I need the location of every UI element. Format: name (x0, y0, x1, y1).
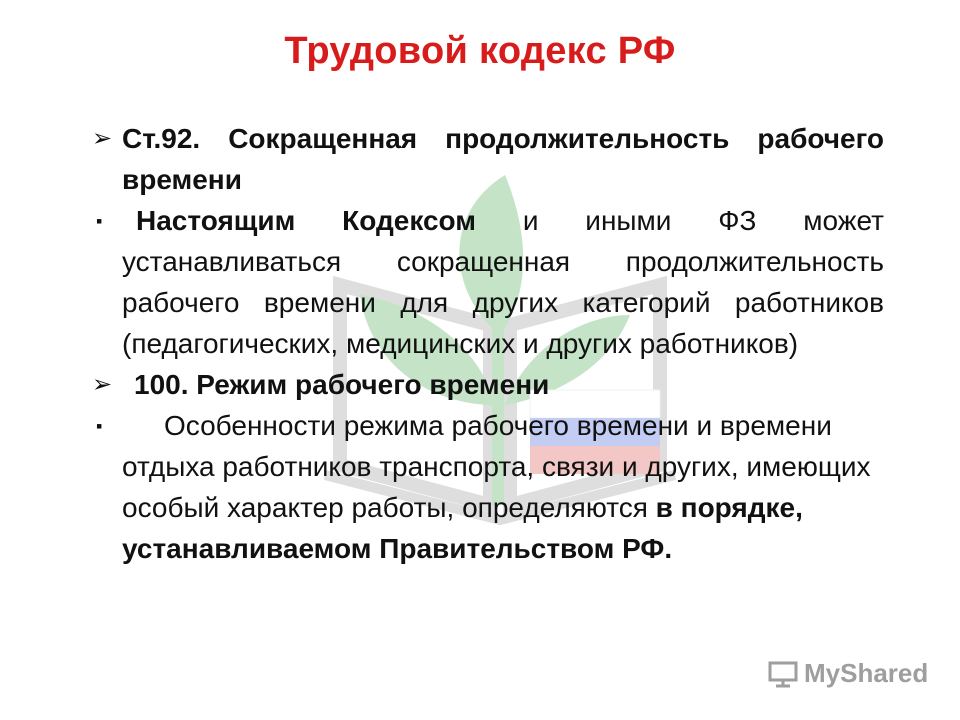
myshared-logo (768, 658, 928, 689)
article-92-bullet-text: и иными ФЗ может устанавливаться сокращенная продолжительность рабочего времени для других категорий работников (педагогических, медицинских и других работников) (122, 205, 884, 359)
presentation-board-icon (768, 660, 798, 688)
article-92-heading (88, 118, 884, 200)
logo-text: MyShared (804, 658, 929, 688)
article-92-bullet (88, 200, 884, 364)
article-100-heading (88, 364, 884, 405)
square-bullet-icon: ▪ (96, 416, 103, 436)
square-bullet-icon: ▪ (96, 211, 103, 231)
article-100-heading-text: 100. Режим рабочего времени (134, 369, 550, 400)
article-92-heading-text: Ст.92. Сокращенная продолжительность рабочего времени (122, 123, 884, 195)
article-92-bullet-bold: Настоящим Кодексом (136, 205, 476, 236)
article-100-bullet (88, 405, 884, 569)
slide-content (88, 118, 884, 569)
slide-title: Трудовой кодекс РФ (284, 30, 676, 72)
article-100-bullet-text: Особенности режима рабочего времени и времени отдыха работников транспорта, связи и других, имеющих особый характер работы, определяются (122, 410, 871, 523)
arrow-bullet-icon: ➢ (92, 125, 113, 152)
article-100-bullet-bold: в порядке, устанавливаемом Правительством РФ. (122, 492, 803, 564)
arrow-bullet-icon: ➢ (92, 371, 113, 398)
